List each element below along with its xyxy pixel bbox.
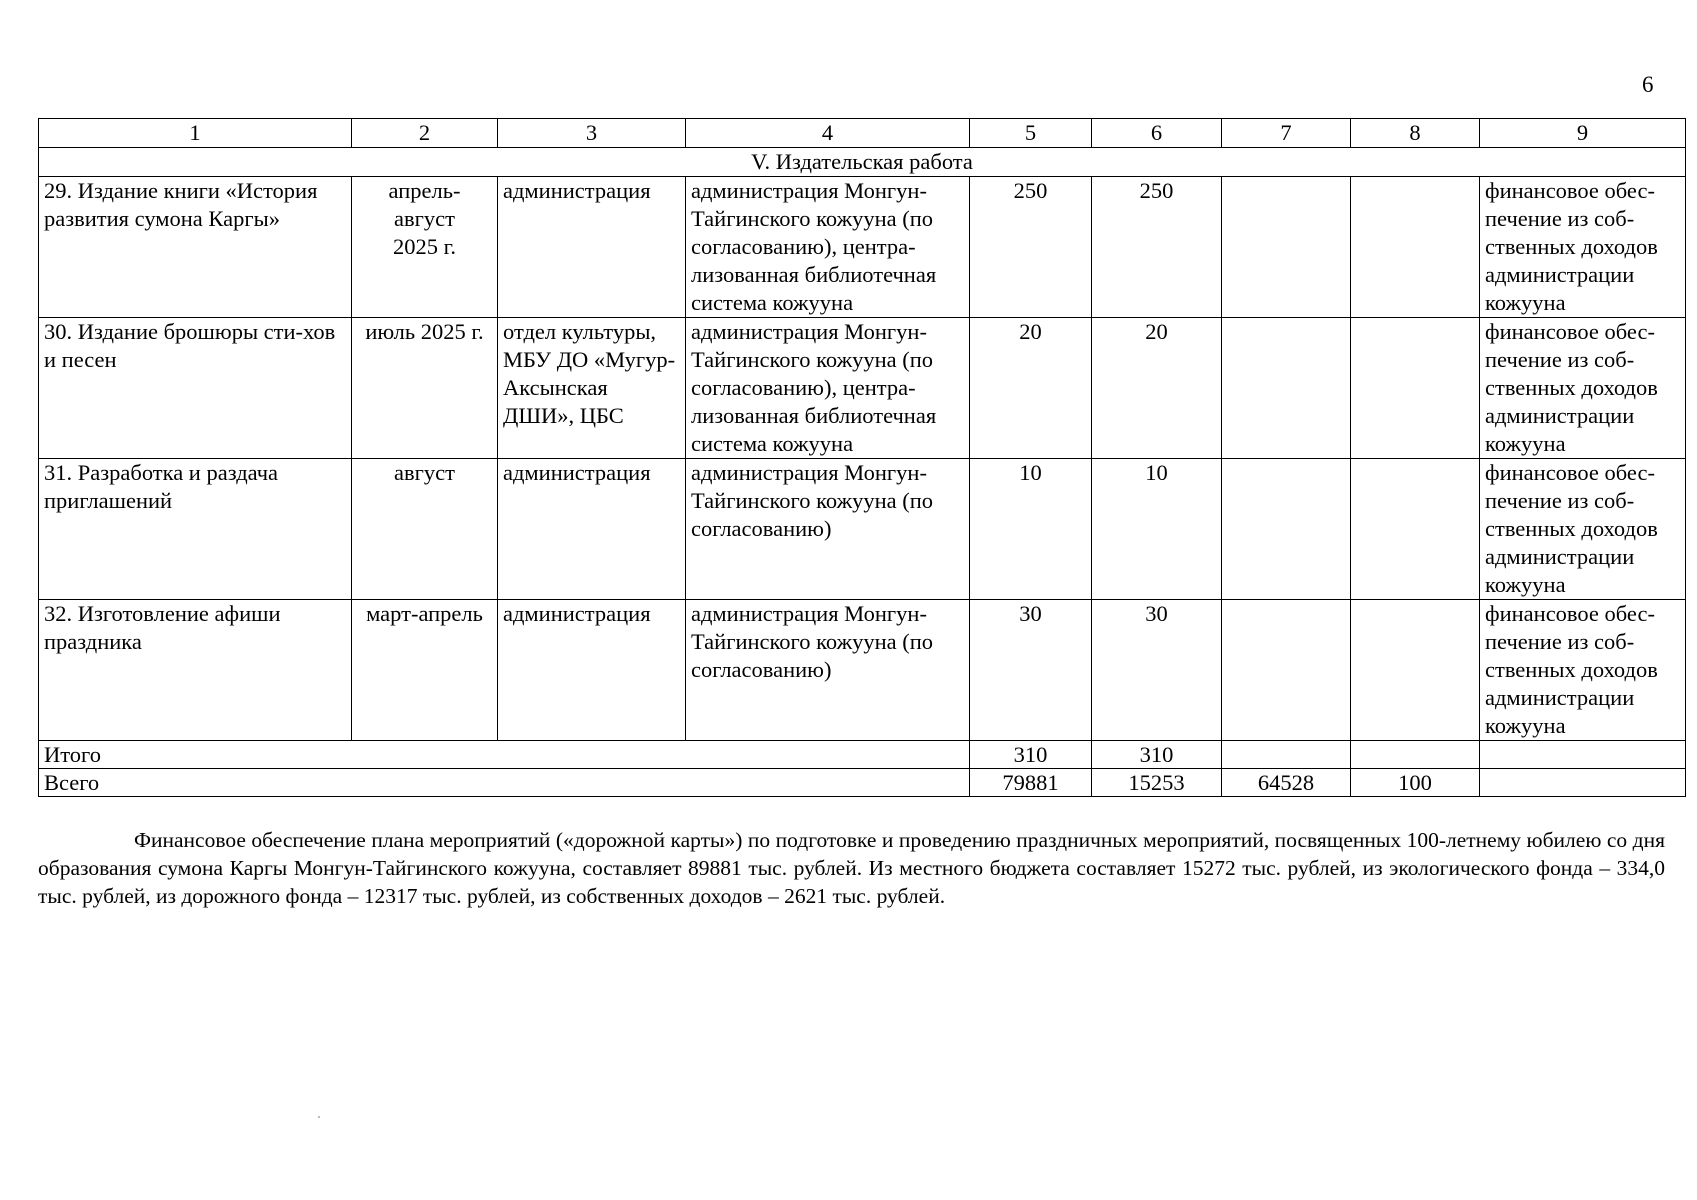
column-number: 6 (1092, 119, 1222, 148)
amount-cell: 10 (1092, 459, 1222, 600)
total-amount-cell (1351, 741, 1480, 769)
deadline-cell: август (352, 459, 498, 600)
amount-cell: 30 (970, 600, 1092, 741)
amount-cell (1222, 459, 1351, 600)
column-number: 9 (1480, 119, 1686, 148)
responsible-cell: администрация Монгун-Тайгинского кожууна (по согласованию) (686, 600, 970, 741)
total-amount-cell: 15253 (1092, 769, 1222, 797)
responsible-cell: администрация Монгун-Тайгинского кожууна (по согласованию), центра-лизованная библиотечная система кожууна (686, 177, 970, 318)
total-amount-cell: 310 (1092, 741, 1222, 769)
executor-cell: администрация (498, 600, 686, 741)
amount-cell: 20 (970, 318, 1092, 459)
table-row (39, 600, 1686, 741)
column-number: 7 (1222, 119, 1351, 148)
column-number-row (39, 119, 1686, 148)
section-row (39, 148, 1686, 177)
page-number: 6 (1642, 72, 1654, 97)
amount-cell (1222, 600, 1351, 741)
amount-cell (1351, 177, 1480, 318)
amount-cell (1351, 318, 1480, 459)
financing-summary-paragraph: Финансовое обеспечение плана мероприятий («дорожной карты») по подготовке и проведению праздничных мероприятий, посвященных 100-летнему юбилею со дня образования сумона Каргы Монгун-Тайгинского кожууна, составляет 89881 тыс. рублей. Из местного бюджета составляет 15272 тыс. рублей, из экологического фонда – 334,0 тыс. рублей, из дорожного фонда – 12317 тыс. рублей, из собственных доходов – 2621 тыс. рублей. (38, 828, 1665, 908)
column-number: 4 (686, 119, 970, 148)
deadline-cell: март-апрель (352, 600, 498, 741)
table-row (39, 318, 1686, 459)
total-amount-cell (1480, 769, 1686, 797)
total-amount-cell: 79881 (970, 769, 1092, 797)
executor-cell: отдел культуры, МБУ ДО «Мугур-Аксынская ДШИ», ЦБС (498, 318, 686, 459)
event-name-cell: 32. Изготовление афиши праздника (39, 600, 352, 741)
column-number: 2 (352, 119, 498, 148)
section-title: V. Издательская работа (39, 148, 1686, 177)
amount-cell: 10 (970, 459, 1092, 600)
financing-source-cell: финансовое обес-печение из соб-ственных доходов администрации кожууна (1480, 177, 1686, 318)
executor-cell: администрация (498, 177, 686, 318)
scan-artifact (318, 1116, 320, 1118)
grand-total-label: Всего (39, 769, 970, 797)
amount-cell: 30 (1092, 600, 1222, 741)
total-amount-cell: 64528 (1222, 769, 1351, 797)
amount-cell: 250 (970, 177, 1092, 318)
amount-cell: 250 (1092, 177, 1222, 318)
total-amount-cell (1222, 741, 1351, 769)
column-number: 5 (970, 119, 1092, 148)
table-row (39, 459, 1686, 600)
executor-cell: администрация (498, 459, 686, 600)
deadline-cell: июль 2025 г. (352, 318, 498, 459)
amount-cell (1351, 600, 1480, 741)
financing-source-cell: финансовое обес-печение из соб-ственных доходов администрации кожууна (1480, 459, 1686, 600)
amount-cell: 20 (1092, 318, 1222, 459)
deadline-cell: апрель- август 2025 г. (352, 177, 498, 318)
column-number: 1 (39, 119, 352, 148)
column-number: 3 (498, 119, 686, 148)
subtotal-row (39, 741, 1686, 769)
event-name-cell: 30. Издание брошюры сти-хов и песен (39, 318, 352, 459)
subtotal-label: Итого (39, 741, 970, 769)
responsible-cell: администрация Монгун-Тайгинского кожууна (по согласованию) (686, 459, 970, 600)
event-name-cell: 29. Издание книги «История развития сумона Каргы» (39, 177, 352, 318)
amount-cell (1222, 318, 1351, 459)
total-amount-cell (1480, 741, 1686, 769)
financing-source-cell: финансовое обес-печение из соб-ственных доходов администрации кожууна (1480, 318, 1686, 459)
total-amount-cell: 310 (970, 741, 1092, 769)
responsible-cell: администрация Монгун-Тайгинского кожууна (по согласованию), центра-лизованная библиотечная система кожууна (686, 318, 970, 459)
event-name-cell: 31. Разработка и раздача приглашений (39, 459, 352, 600)
total-amount-cell: 100 (1351, 769, 1480, 797)
financing-source-cell: финансовое обес-печение из соб-ственных доходов администрации кожууна (1480, 600, 1686, 741)
table-row (39, 177, 1686, 318)
events-plan-table (38, 118, 1686, 797)
column-number: 8 (1351, 119, 1480, 148)
amount-cell (1351, 459, 1480, 600)
amount-cell (1222, 177, 1351, 318)
grand-total-row (39, 769, 1686, 797)
